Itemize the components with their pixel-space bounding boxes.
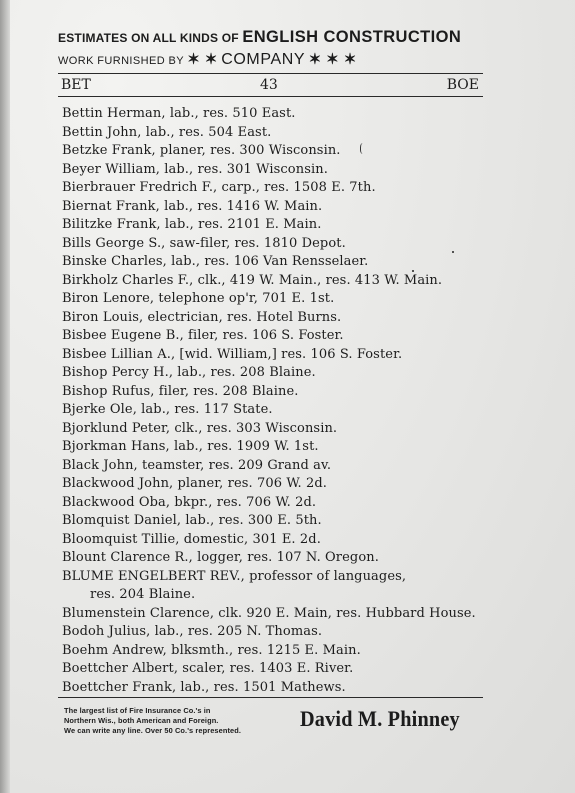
directory-entry: Bodoh Julius, lab., res. 205 N. Thomas.: [62, 624, 323, 639]
running-head-right: BOE: [446, 77, 479, 93]
ink-speck: [412, 270, 414, 272]
footer-advertisement: [62, 704, 487, 744]
page-running-head: [58, 77, 483, 95]
footer-advertiser-name: David M. Phinney: [300, 706, 460, 731]
ink-mark: [360, 143, 367, 154]
directory-entry: Bisbee Lillian A., [wid. William,] res. 106 S. Foster.: [62, 346, 403, 362]
footer-ad-line: Northern Wis., both American and Foreign.: [64, 716, 219, 725]
page-edge-shadow: [0, 0, 10, 793]
directory-entry: Blackwood John, planer, res. 706 W. 2d.: [62, 476, 328, 491]
directory-entry: Biernat Frank, lab., res. 1416 W. Main.: [62, 198, 323, 214]
directory-entry: Bierbrauer Fredrich F., carp., res. 1508 E. 7th.: [62, 180, 376, 195]
page-number: 43: [260, 77, 278, 93]
directory-entry: Boettcher Frank, lab., res. 1501 Mathews.: [62, 679, 346, 695]
directory-entry: Betzke Frank, planer, res. 300 Wisconsin.: [62, 143, 341, 158]
directory-entry: Biron Lenore, telephone op'r, 701 E. 1st.: [62, 291, 335, 306]
banner-line-1: [58, 28, 461, 47]
banner-ornament-left: ✶ ✶: [187, 51, 218, 68]
banner-line1-prefix: ESTIMATES ON ALL KINDS OF: [58, 31, 239, 45]
directory-entry: Binske Charles, lab., res. 106 Van Rensselaer.: [62, 254, 369, 269]
directory-entry-continuation: res. 204 Blaine.: [90, 587, 196, 602]
footer-ad-text: [64, 706, 296, 736]
footer-ad-line: The largest list of Fire Insurance Co.'s in: [64, 706, 211, 715]
directory-entry: Bloomquist Tillie, domestic, 301 E. 2d.: [62, 531, 321, 547]
running-head-left: BET: [61, 77, 91, 93]
directory-entry: Beyer William, lab., res. 301 Wisconsin.: [62, 161, 328, 177]
directory-entry: Blomquist Daniel, lab., res. 300 E. 5th.: [62, 513, 322, 528]
ink-speck: [452, 251, 454, 253]
directory-entry: Bettin Herman, lab., res. 510 East.: [62, 106, 296, 121]
banner-line2-big: COMPANY: [221, 51, 306, 68]
banner-ornament-right: ✶ ✶ ✶: [308, 51, 357, 68]
header-rule-top: [58, 73, 483, 74]
directory-entry: Bishop Percy H., lab., res. 208 Blaine.: [62, 365, 316, 380]
directory-entry: Biron Louis, electrician, res. Hotel Burns.: [62, 309, 342, 325]
directory-entry: Bisbee Eugene B., filer, res. 106 S. Foster.: [62, 328, 344, 343]
directory-entry: Black John, teamster, res. 209 Grand av.: [62, 457, 332, 473]
directory-entries: [62, 105, 492, 697]
footer-rule: [58, 697, 483, 698]
directory-entry: Bettin John, lab., res. 504 East.: [62, 124, 272, 140]
directory-entry: Boettcher Albert, scaler, res. 1403 E. River.: [62, 661, 354, 676]
banner-line-2: [58, 50, 357, 69]
banner-line1-big: ENGLISH CONSTRUCTION: [242, 28, 462, 46]
directory-entry: Blumenstein Clarence, clk. 920 E. Main, res. Hubbard House.: [62, 605, 476, 621]
directory-entry: Bills George S., saw-filer, res. 1810 Depot.: [62, 235, 346, 251]
header-rule-bottom: [58, 96, 483, 97]
banner-line2-prefix: WORK FURNISHED BY: [58, 55, 184, 67]
directory-entry: Boehm Andrew, blksmth., res. 1215 E. Main.: [62, 642, 361, 658]
directory-entry: Birkholz Charles F., clk., 419 W. Main., res. 413 W. Main.: [62, 272, 443, 288]
directory-entry: Bilitzke Frank, lab., res. 2101 E. Main.: [62, 217, 322, 232]
directory-entry: Bishop Rufus, filer, res. 208 Blaine.: [62, 383, 299, 399]
directory-entry: Blount Clarence R., logger, res. 107 N. Oregon.: [62, 550, 379, 565]
directory-entry: Bjorklund Peter, clk., res. 303 Wisconsin.: [62, 420, 338, 436]
directory-entry: Bjerke Ole, lab., res. 117 State.: [62, 402, 273, 417]
directory-entry: Bjorkman Hans, lab., res. 1909 W. 1st.: [62, 439, 319, 454]
footer-ad-line: We can write any line. Over 50 Co.'s represented.: [64, 726, 241, 735]
directory-entry: BLUME ENGELBERT REV., professor of languages,: [62, 568, 407, 584]
directory-entry: Blackwood Oba, bkpr., res. 706 W. 2d.: [62, 494, 317, 510]
